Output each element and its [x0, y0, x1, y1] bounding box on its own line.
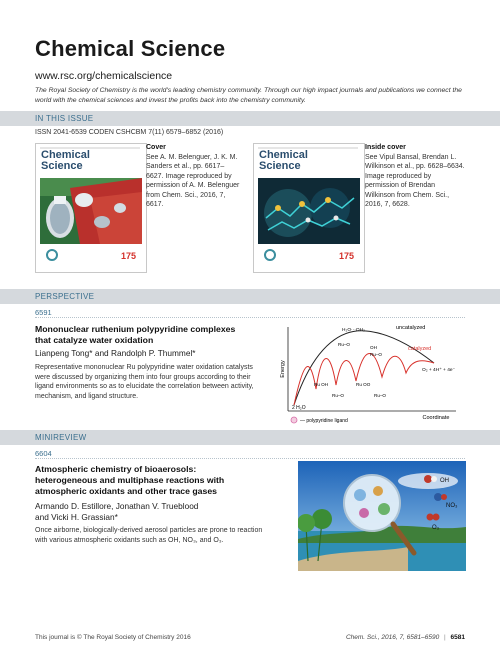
inside-cover-image: [253, 143, 365, 273]
rsc-logo-icon: [46, 249, 58, 261]
species-label: Ru OH: [314, 382, 329, 387]
article-abstract: Representative mononuclear Ru polypyridine water oxidation catalysts were discussed by organizing them into four groups according to their ligand environments so as to elucidate the correlation between activity, mechanism, and ligand structure.: [35, 364, 254, 400]
inside-cover-caption: [365, 143, 465, 210]
article-authors: Lianpeng Tong* and Randolph P. Thummel*: [35, 348, 196, 358]
section-label-minireview: MINIREVIEW: [35, 433, 87, 442]
article-authors: [35, 501, 198, 523]
footer-citation-text: Chem. Sci., 2016, 7, 6581–6590: [345, 634, 440, 641]
transition-species-label: H₂O···OH₂: [342, 328, 365, 333]
uncatalyzed-label: uncatalyzed: [396, 325, 426, 331]
cover-image: [35, 143, 147, 273]
separator: [35, 317, 465, 318]
uncatalyzed-curve: [294, 331, 434, 405]
inside-cover-caption-text: See Vipul Bansal, Brendan L. Wilkinson et al., pp. 6628–6634. Image reproduced by permission of Brendan Wilkinson from Chem. Sci., 2016, 7, 6628.: [365, 153, 465, 208]
inside-cover-caption-label: Inside cover: [365, 144, 406, 151]
catalyzed-curve: [294, 353, 434, 405]
species-label: Ru–O: [370, 352, 383, 357]
species-label: OH: [370, 345, 377, 350]
cover-caption-text: See A. M. Belenguer, J. K. M. Sanders et al., pp. 6617–6627. Image reproduced by permission of A. M. Belenguer from Chem. Sci., 2016, 7, 6617.: [146, 153, 240, 208]
journal-url[interactable]: www.rsc.org/chemicalscience: [35, 70, 173, 82]
cover-masthead: Chemical Science: [41, 149, 90, 172]
article-abstract: Once airborne, biologically-derived aerosol particles are prone to reaction with various atmospheric oxidants such as OH, NO₃, and O₃.: [35, 527, 263, 544]
species-label: Ru–O: [332, 393, 345, 398]
cover-masthead: Chemical Science: [259, 149, 308, 172]
footer-page-number: 6581: [450, 634, 465, 641]
footer-citation: [346, 634, 465, 641]
ligand-legend-marker: [291, 417, 297, 423]
ligand-legend-label: — polypyridine ligand: [300, 418, 348, 424]
footer-copyright: This journal is © The Royal Society of Chemistry 2016: [35, 634, 191, 641]
authors-line: and Vicki H. Grassian*: [35, 512, 118, 522]
article-title-line: heterogeneous and multiphase reactions with: [35, 475, 225, 485]
section-label-perspective: PERSPECTIVE: [35, 292, 95, 301]
section-label-in-this-issue: IN THIS ISSUE: [35, 114, 94, 123]
oxidant-label: OH: [440, 478, 449, 484]
cover-caption-label: Cover: [146, 144, 166, 151]
species-label: Ru–O: [374, 393, 387, 398]
cover-caption: [146, 143, 241, 210]
article-title[interactable]: [35, 464, 224, 497]
oxidant-label: O₃: [432, 525, 440, 531]
article-title-line: atmospheric oxidants and other trace gases: [35, 486, 218, 496]
tagline: The Royal Society of Chemistry is the world's leading chemistry community. Through our high impact journals and publications we connect the world with the chemical sciences and invest the profits back into the chemistry community.: [35, 87, 462, 104]
energy-diagram: [276, 319, 466, 429]
oxidant-label: NO₃: [446, 503, 458, 509]
authors-line: Armando D. Estillore, Jonathan V. Trueblood: [35, 501, 199, 511]
catalyzed-label: catalyzed: [408, 346, 432, 352]
article-page-number: 6591: [35, 308, 52, 317]
article-title-line: that catalyze water oxidation: [35, 335, 154, 345]
separator: [35, 458, 465, 459]
x-axis-label: Coordinate: [422, 415, 450, 421]
inside-cover-artwork: [258, 178, 360, 244]
cover-footer: [40, 249, 142, 269]
article-title-line: Mononuclear ruthenium polypyridine complexes: [35, 324, 236, 334]
issn-line: ISSN 2041-6539 CODEN CSHCBM 7(11) 6579–6852 (2016): [35, 129, 224, 136]
reactant-label: 2 H₂O: [292, 405, 306, 411]
species-label: Ru–O: [338, 342, 351, 347]
journal-title: Chemical Science: [35, 36, 226, 61]
product-label: O₂ + 4H⁺ + 4e⁻: [422, 368, 456, 373]
cover-issue-number: 175: [120, 251, 136, 261]
bioaerosol-figure: [298, 461, 466, 571]
footer-divider: |: [444, 634, 446, 641]
article-title-line: Atmospheric chemistry of bioaerosols:: [35, 464, 197, 474]
cover-issue-number: 175: [338, 251, 354, 261]
y-axis-label: Energy: [280, 360, 286, 378]
cover-artwork: [40, 178, 142, 244]
species-label: Ru OO: [356, 382, 371, 387]
article-title[interactable]: [35, 324, 235, 346]
cover-footer: [258, 249, 360, 269]
article-page-number: 6604: [35, 449, 52, 458]
rsc-logo-icon: [264, 249, 276, 261]
